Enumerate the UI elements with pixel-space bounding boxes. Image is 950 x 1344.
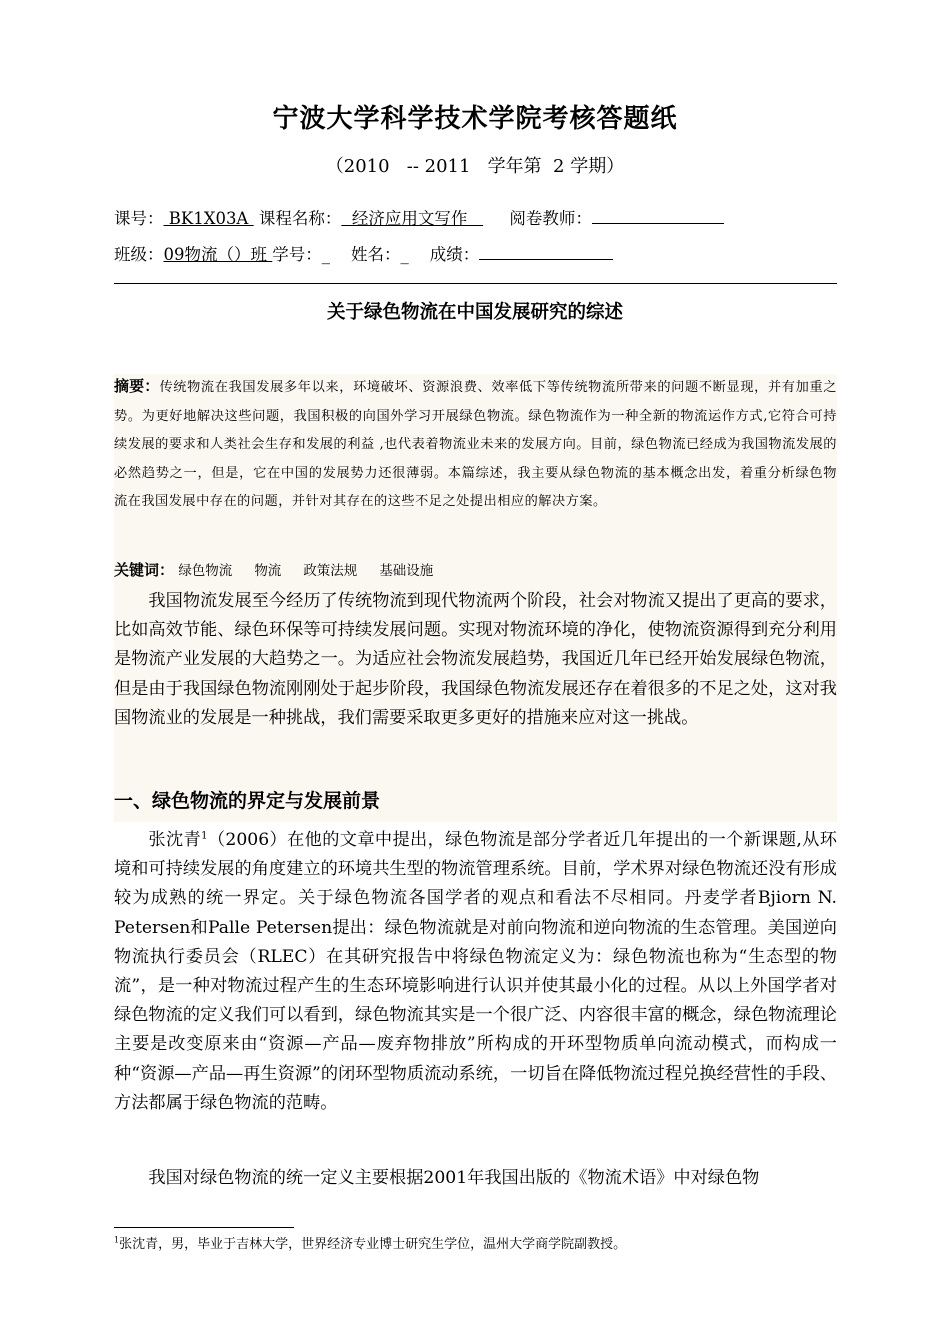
essay-title: 关于绿色物流在中国发展研究的综述 xyxy=(326,302,623,323)
score-blank xyxy=(479,241,613,260)
abstract-label: 摘要： xyxy=(114,377,160,395)
student-info-line xyxy=(114,241,613,267)
footnote-mark: 1 xyxy=(114,1235,120,1245)
abstract-text: 传统物流在我国发展多年以来，环境破坏、资源浪费、效率低下等传统物流所带来的问题不断显现，并有加重之势。为更好地解决这些问题，我国积极的向国外学习开展绿色物流。绿色物流作为一种全新的物流运作方式,它符合可持续发展的要求和人类社会生存和发展的利益 ,也代表着物流业未来的发展方向。目前，绿色物流已经成为我国物流发展的必然趋势之一，但是，它在中国的发展势力还很薄弱。本篇综述，我主要从绿色物流的基本概念出发，着重分析绿色物流在我国发展中存在的问题，并针对其存在的这些不足之处提出相应的解决方案。 xyxy=(114,380,837,509)
grader-blank xyxy=(592,205,724,224)
course-info-line xyxy=(114,205,724,231)
footnote-divider xyxy=(114,1227,294,1228)
section1-body: （2006）在他的文章中提出，绿色物流是部分学者近几年提出的一个新课题,从环境和可持续发展的角度建立的环境共生型的物流管理系统。目前，学术界对绿色物流还没有形成较为成熟的统一界定。关于绿色物流各国学者的观点和看法不尽相同。丹麦学者Bjiorn N. Petersen和Palle Petersen提出：绿色物流就是对前向物流和逆向物流的生态管理。美国逆向物流执行委员会（RLEC）在其研究报告中将绿色物流定义为：绿色物流也称为“生态型的物流”，是一种对物流过程产生的生态环境影响进行认识并使其最小化的过程。从以上外国学者对绿色物流的定义我们可以看到，绿色物流其实是一个很广泛、内容很丰富的概念，绿色物流理论主要是改变原来由“资源—产品—废弃物排放”所构成的开环型物质单向流动模式，而构成一种“资源—产品—再生资源”的闭环型物质流动系统，一切旨在降低物流过程兑换经营性的手段、方法都属于绿色物流的范畴。 xyxy=(114,830,837,1113)
cited-author: 张沈青 xyxy=(148,830,202,850)
sheet-title: 宁波大学科学技术学院考核答题纸 xyxy=(272,104,678,134)
course-no-value: BK1X03A xyxy=(163,209,254,228)
keyword: 政策法规 xyxy=(303,563,358,579)
keywords-label: 关键词： xyxy=(114,561,175,579)
score-label: 成绩： xyxy=(429,245,480,264)
course-name-value: 经济应用文写作 xyxy=(341,209,484,228)
name-label: 姓名： xyxy=(350,245,401,264)
keyword: 基础设施 xyxy=(379,563,434,579)
class-label: 班级： xyxy=(114,245,164,264)
footnote xyxy=(114,1233,626,1252)
name-blank: _ xyxy=(400,245,409,264)
keyword: 物流 xyxy=(254,563,282,579)
course-name-label: 课程名称： xyxy=(258,209,342,228)
footnote-reference: 1 xyxy=(201,830,208,842)
section1-paragraph xyxy=(114,826,837,1118)
student-no-label: 学号： xyxy=(272,245,322,264)
keyword: 绿色物流 xyxy=(178,563,233,579)
footnote-text: 张沈青，男，毕业于吉林大学，世界经济专业博士研究生学位，温州大学商学院副教授。 xyxy=(119,1237,627,1252)
student-no-blank: _ xyxy=(321,245,330,264)
definition-paragraph: 我国对绿色物流的统一定义主要根据2001年我国出版的《物流术语》中对绿色物 xyxy=(148,1168,760,1188)
abstract xyxy=(114,372,837,517)
course-no-label: 课号： xyxy=(114,209,164,228)
grader-label: 阅卷教师： xyxy=(509,209,592,228)
intro-paragraph: 我国物流发展至今经历了传统物流到现代物流两个阶段，社会对物流又提出了更高的要求，比如高效节能、绿色环保等可持续发展问题。实现对物流环境的净化，使物流资源得到充分利用是物流产业发展的大趋势之一。为适应社会物流发展趋势，我国近几年已经开始发展绿色物流，但是由于我国绿色物流刚刚处于起步阶段，我国绿色物流发展还存在着很多的不足之处，这对我国物流业的发展是一种挑战，我们需要采取更多更好的措施来应对这一挑战。 xyxy=(114,591,837,728)
keywords-line xyxy=(114,558,455,583)
section-heading: 一、绿色物流的界定与发展前景 xyxy=(114,790,381,812)
header-divider xyxy=(114,283,837,284)
term-line: （2010 -- 2011 学年第 2 学期） xyxy=(325,156,625,177)
class-value: 09物流（）班 xyxy=(163,245,273,264)
